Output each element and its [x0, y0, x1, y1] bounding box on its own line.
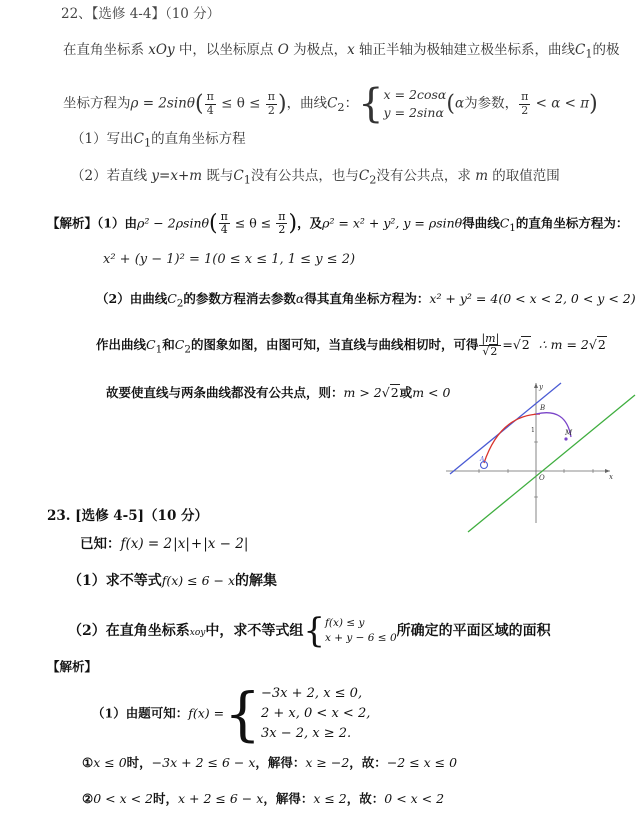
q23-part1	[68, 573, 277, 591]
text: ≤ θ ≤	[230, 215, 276, 231]
subscript: 2	[369, 173, 377, 187]
text: 所确定的平面区域的面积	[396, 623, 551, 639]
line-equation: y=x+m	[151, 168, 203, 184]
text: 得曲线	[462, 215, 500, 231]
sol23-case2	[82, 791, 444, 807]
text: 已知：	[80, 536, 121, 552]
text: 轴正半轴为极轴建立极坐标系，曲线	[354, 42, 575, 58]
inequality: x + 2 ≤ 6 − x	[178, 791, 264, 806]
subscript: 2	[184, 343, 191, 356]
fraction: $\frac{\pi}{2}$	[267, 90, 275, 117]
condition: 0 < x < 2	[93, 791, 154, 806]
curve-c2: C	[167, 291, 177, 306]
text: ：	[344, 95, 359, 112]
inequality-system: f(x) ≤ y x + y − 6 ≤ 0	[324, 616, 397, 644]
text: 和	[162, 337, 175, 353]
curve-c1: C	[499, 215, 510, 231]
text: （1）由题可知：	[92, 705, 189, 721]
m-var: m	[475, 168, 488, 184]
result: x ≥ −2	[305, 755, 350, 770]
subscript: 2	[176, 297, 184, 310]
fraction: $\frac{\pi}{4}$	[220, 210, 228, 237]
subscript: 1	[509, 221, 516, 234]
param-system: x = 2cosα y = 2sinα	[383, 86, 447, 120]
solution-tag: 【解析】	[47, 215, 98, 231]
text: ，及	[297, 215, 323, 231]
sol22-line2	[96, 291, 636, 311]
q22-intro-line2: 坐标方程为ρ = 2sinθ( $\frac{\pi}{4}$ ≤ θ ≤ $\frac{\pi}{2}$ )，曲线$C_2$：{ x = 2cosα y = 2sinα (α为参数， $\frac{\pi}{2}$ < α < π)	[63, 81, 598, 127]
sol22-line4: 故要使直线与两条曲线都没有公共点，则：m > 2√2或m < 0	[106, 385, 451, 400]
text: （1）写出	[71, 131, 134, 147]
label-one: 1	[531, 427, 535, 434]
origin-label: O	[277, 42, 289, 58]
text: 得其直角坐标方程为：	[304, 291, 430, 306]
text: 的解集	[235, 573, 278, 589]
text: 坐标方程为	[63, 95, 131, 112]
subscript: 1	[143, 136, 152, 150]
subscript: 1	[585, 47, 593, 61]
therefore-m: ∴ m = 2	[538, 337, 589, 353]
text: 为参数，	[464, 95, 519, 112]
inequality: m < 0	[412, 385, 451, 400]
text: 没有公共点，求	[376, 168, 476, 184]
text: 既与	[202, 168, 234, 184]
curve-c1: C	[133, 131, 144, 147]
text: 的图象如图，由图可知，当直线与曲线相切时，可得	[190, 337, 479, 353]
text: 时，	[126, 755, 152, 770]
fraction: $\frac{\pi}{2}$	[278, 210, 286, 237]
text: 的直角坐标方程	[151, 131, 246, 147]
text: （2）若直线	[71, 168, 152, 184]
text: ，故：	[346, 791, 385, 806]
q23-header: 23. [选修 4-5]（10 分）	[47, 508, 209, 524]
curve-c2: C	[358, 168, 370, 184]
curves-figure	[438, 377, 638, 535]
function-def: f(x) = 2	[120, 536, 173, 552]
inequality: f(x) ≤ 6 − x	[161, 573, 236, 588]
label-x: x	[609, 473, 613, 481]
text: 的直角坐标方程为：	[515, 215, 629, 231]
circled-number: ①	[82, 755, 94, 770]
q22-part1	[71, 131, 246, 151]
y-axis-arrow	[534, 383, 538, 388]
label-b: B	[540, 404, 546, 412]
param-alpha: α	[295, 291, 305, 306]
label-m: M	[565, 429, 573, 437]
q22-intro-line1	[63, 42, 620, 62]
text: 中，以坐标原点	[174, 42, 278, 58]
result: x ≤ 2	[313, 791, 347, 806]
inequality: −3x + 2 ≤ 6 − x	[151, 755, 256, 770]
curve-c1: C	[575, 42, 586, 58]
text: ，故：	[349, 755, 387, 770]
conversion-formula: ρ² = x² + y², y = ρsinθ	[322, 215, 463, 231]
text: 的取值范围	[488, 168, 560, 184]
curve-c2: C	[327, 95, 338, 112]
fraction: $\frac{\pi}{2}$	[521, 90, 529, 117]
q23-known: 已知：f(x) = 2|x|+|x − 2|	[80, 536, 249, 552]
label-a: A	[480, 456, 485, 463]
inequality: m > 2	[343, 385, 382, 400]
sol22-c1-result: x² + (y − 1)² = 1(0 ≤ x ≤ 1, 1 ≤ y ≤ 2)	[103, 252, 356, 267]
text: 为极点，	[288, 42, 348, 58]
final-range: 0 < x < 2	[384, 791, 445, 806]
text: 在直角坐标系	[63, 42, 149, 58]
function-label: f(x) =	[188, 705, 225, 721]
label-y: y	[539, 383, 543, 391]
circled-number: ②	[82, 791, 94, 806]
subscript: 1	[243, 173, 251, 187]
text: 的极	[592, 42, 620, 58]
q22-part2	[71, 168, 560, 188]
text: 中，求不等式组	[205, 623, 304, 639]
subscript: 2	[337, 101, 345, 115]
sol22-line1: 【解析】（1）由ρ² − 2ρsinθ( $\frac{\pi}{4}$ ≤ θ ≤ $\frac{\pi}{2}$ )，及ρ² = x² + y², y = ρsinθ得曲线$C_1$的直角坐标方程为：	[47, 210, 629, 237]
tangent-fraction: $\frac{|m|}{√2}$	[481, 332, 500, 359]
text: （1）由	[97, 215, 137, 231]
text: （2）由曲线	[96, 291, 168, 306]
piecewise-cases: −3x + 2, x ≤ 0, 2 + x, 0 < x < 2, 3x − 2, x ≥ 2.	[261, 686, 371, 742]
text: ，解得：	[263, 791, 314, 806]
curve-c1: C	[146, 337, 156, 353]
text: （2）在直角坐标系	[68, 623, 190, 639]
sol23-case1	[82, 755, 457, 771]
final-range: −2 ≤ x ≤ 0	[386, 755, 458, 770]
condition: x ≤ 0	[93, 755, 127, 770]
q22-header: 22、【选修 4-4】（10 分）	[61, 6, 221, 22]
equation: ρ² − 2ρsinθ	[136, 215, 210, 231]
point-m-marker	[564, 437, 567, 440]
text: ，解得：	[255, 755, 306, 770]
text: 时，	[153, 791, 179, 806]
polar-equation: ρ = 2sinθ	[130, 95, 195, 112]
tangent-line	[450, 383, 561, 474]
param-alpha: α	[454, 95, 465, 112]
param-range: < α < π	[531, 95, 590, 112]
q23-part2: （2）在直角坐标系xoy中，求不等式组{ f(x) ≤ y x + y − 6 ≤ 0 所确定的平面区域的面积	[68, 611, 551, 651]
x-var: x	[347, 42, 355, 58]
text: ≤ θ ≤	[216, 95, 265, 112]
text: =	[502, 337, 513, 353]
text: （1）求不等式	[68, 573, 162, 589]
subscript: 1	[155, 343, 163, 356]
fraction: $\frac{\pi}{4}$	[206, 90, 214, 117]
text: 作出曲线	[96, 337, 147, 353]
coord-system-name: xOy	[148, 42, 175, 58]
sol23-tag: 【解析】	[47, 659, 98, 674]
curve-c2: C	[174, 337, 185, 353]
lower-line	[468, 395, 635, 532]
c2-cartesian-equation: x² + y² = 4(0 < x < 2, 0 < y < 2)	[429, 291, 636, 306]
text: 没有公共点，也与	[250, 168, 359, 184]
text: 或	[399, 385, 413, 400]
label-o: O	[539, 474, 545, 482]
sol22-line3: 作出曲线$C_1$和$C_2$的图象如图，由图可知，当直线与曲线相切时，可得 $\frac{|m|}{√2}$ =√2 ∴ m = 2√2	[96, 332, 606, 359]
coord-system-name: xoy	[189, 628, 206, 638]
text: 的参数方程消去参数	[183, 291, 296, 306]
curve-c1: C	[233, 168, 244, 184]
text: ，曲线	[286, 95, 328, 112]
sol23-piecewise: （1）由题可知：f(x) ={ −3x + 2, x ≤ 0, 2 + x, 0 < x < 2, 3x − 2, x ≥ 2.	[92, 680, 371, 749]
text: 故要使直线与两条曲线都没有公共点，则：	[106, 385, 344, 400]
